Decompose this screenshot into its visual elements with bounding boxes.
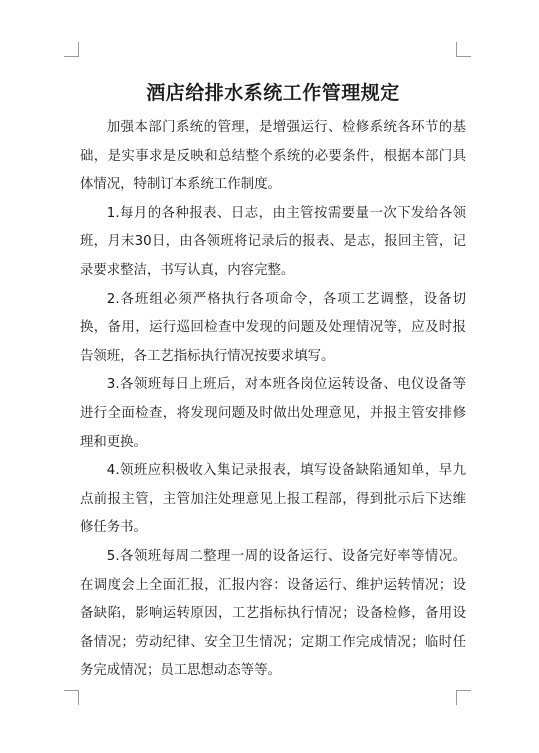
paragraph-item-2: 2.各班组必须严格执行各项命令，各项工艺调整，设备切换，备用，运行巡回检查中发现的问题及处理情况等，应及时报告领班，各工艺指标执行情况按要求填写。 (80, 291, 466, 364)
crop-mark-bottom-right (456, 690, 471, 705)
crop-mark-top-right (456, 42, 471, 57)
paragraph-item-1: 1.每月的各种报表、日志，由主管按需要量一次下发给各领班，月末30日，由各领班将记录后的报表、是志，报回主管，记录要求整洁，书写认真，内容完整。 (80, 205, 466, 278)
crop-mark-bottom-left (64, 690, 79, 705)
document-body (80, 76, 466, 686)
paragraph-item-4: 4.领班应积极收入集记录报表，填写设备缺陷通知单，早九点前报主管，主管加注处理意见上报工程部，得到批示后下达维修任务书。 (80, 463, 466, 536)
paragraph-intro: 加强本部门系统的管理，是增强运行、检修系统各环节的基础，是实事求是反映和总结整个系统的必要条件，根据本部门具体情况，特制订本系统工作制度。 (80, 120, 466, 193)
document-title: 酒店给排水系统工作管理规定 (146, 82, 400, 104)
crop-mark-top-left (64, 42, 79, 57)
paragraph-item-3: 3.各领班每日上班后，对本班各岗位运转设备、电仪设备等进行全面检查，将发现问题及时做出处理意见，并报主管安排修理和更换。 (80, 377, 466, 450)
paragraph-item-5: 5.各领班每周二整理一周的设备运行、设备完好率等情况。在调度会上全面汇报，汇报内容：设备运行、维护运转情况；设备缺陷，影响运转原因，工艺指标执行情况；设备检修，备用设备情况；劳动纪律、安全卫生情况；定期工作完成情况；临时任务完成情况；员工思想动态等等。 (80, 548, 466, 679)
